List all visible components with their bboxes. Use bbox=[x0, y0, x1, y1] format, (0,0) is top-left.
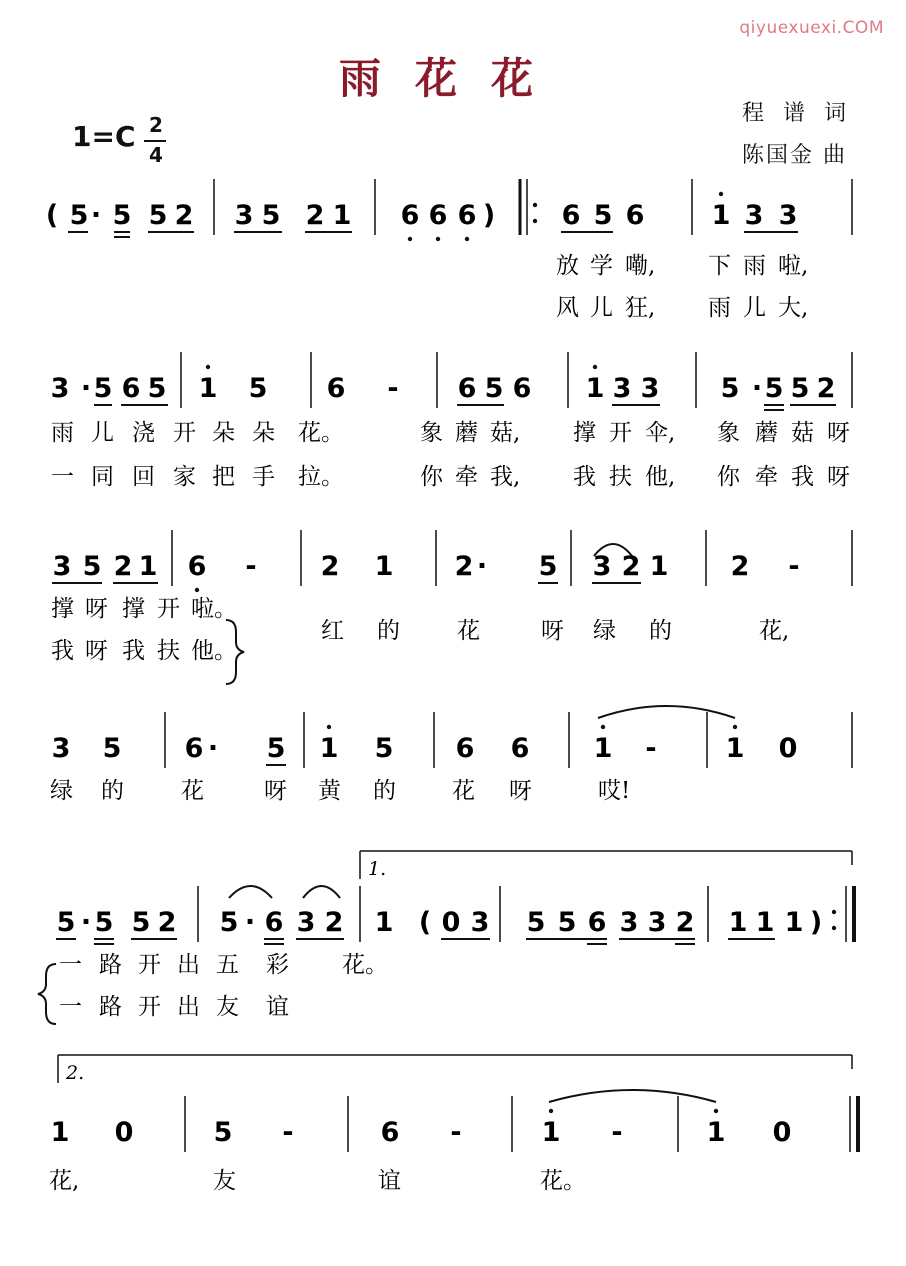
note: 0 bbox=[772, 1117, 792, 1148]
low-octave-dot bbox=[408, 237, 412, 241]
composer-credit: 陈国金 曲 bbox=[742, 143, 847, 168]
note: 1 bbox=[374, 551, 394, 582]
lyric-syllable: 朵 bbox=[212, 420, 235, 446]
lyric-syllable: 出 bbox=[177, 952, 200, 978]
lyric-syllable: 你 bbox=[420, 464, 443, 490]
note: 5 bbox=[147, 373, 167, 404]
note: - bbox=[611, 1117, 623, 1148]
note: - bbox=[245, 551, 257, 582]
lyric-syllable: 一 bbox=[59, 994, 82, 1020]
high-octave-dot bbox=[206, 365, 210, 369]
note: 2 bbox=[320, 551, 340, 582]
note: 6 bbox=[428, 200, 448, 231]
note: 6 bbox=[457, 373, 477, 404]
note: 1 bbox=[374, 907, 394, 938]
note: 3 bbox=[778, 200, 798, 231]
note: 3 bbox=[744, 200, 764, 231]
lyric-syllable: 菇 bbox=[791, 420, 814, 446]
augmentation-dot: · bbox=[90, 200, 102, 231]
lyric-syllable: 象 bbox=[717, 420, 740, 446]
note: 1 bbox=[198, 373, 218, 404]
high-octave-dot bbox=[601, 725, 605, 729]
lyric-syllable: 雨 bbox=[708, 295, 731, 321]
note: 2 bbox=[305, 200, 325, 231]
note: 5 bbox=[374, 733, 394, 764]
note: 5 bbox=[526, 907, 546, 938]
note: 3 bbox=[50, 373, 70, 404]
high-octave-dot bbox=[733, 725, 737, 729]
augmentation-dot: · bbox=[80, 907, 92, 938]
lyric-syllable: 彩 bbox=[266, 952, 289, 978]
note: 6 bbox=[121, 373, 141, 404]
lyric-syllable: 呀 bbox=[827, 464, 850, 490]
high-octave-dot bbox=[327, 725, 331, 729]
note: ( bbox=[418, 907, 432, 938]
lyric-syllable: 花 bbox=[457, 618, 480, 644]
lyric-syllable: 牵 bbox=[455, 464, 478, 490]
note: 5 bbox=[102, 733, 122, 764]
slur-arc bbox=[229, 886, 272, 898]
lyric-syllable: 儿 bbox=[91, 420, 114, 446]
lyric-syllable: 一 bbox=[51, 464, 74, 490]
note: 1 bbox=[711, 200, 731, 231]
note: 5 bbox=[69, 200, 89, 231]
note: 2 bbox=[454, 551, 474, 582]
lyric-syllable: 的 bbox=[649, 618, 672, 644]
lyric-syllable: 路 bbox=[99, 952, 122, 978]
lyric-syllable: 呀 bbox=[509, 778, 532, 804]
watermark-text: qiyuexuexi.COM bbox=[739, 18, 884, 38]
lyric-syllable: 红 bbox=[321, 618, 344, 644]
lyric-syllable: 风 bbox=[556, 295, 579, 321]
note: 2 bbox=[621, 551, 641, 582]
note: 5 bbox=[56, 907, 76, 938]
note: 5 bbox=[93, 373, 113, 404]
augmentation-dot: · bbox=[244, 907, 256, 938]
note: 5 bbox=[148, 200, 168, 231]
note: 2 bbox=[174, 200, 194, 231]
note: - bbox=[788, 551, 800, 582]
note: - bbox=[387, 373, 399, 404]
lyric-syllable: 我 bbox=[51, 638, 74, 664]
lyric-syllable: 呀 bbox=[541, 618, 564, 644]
lyric-syllable: 家 bbox=[173, 464, 196, 490]
note: 6 bbox=[264, 907, 284, 938]
lyric-syllable: 我 bbox=[122, 638, 145, 664]
lyric-syllable: 花。 bbox=[540, 1168, 586, 1194]
lyric-syllable: 花。 bbox=[298, 420, 344, 446]
lyric-syllable: 开 bbox=[138, 994, 161, 1020]
lyric-syllable: 黄 bbox=[318, 778, 341, 804]
volta-label: 1. bbox=[368, 858, 387, 880]
note: 1 bbox=[541, 1117, 561, 1148]
note: 6 bbox=[187, 551, 207, 582]
note: 1 bbox=[585, 373, 605, 404]
note: 1 bbox=[725, 733, 745, 764]
lyric-syllable: 你 bbox=[717, 464, 740, 490]
lyric-syllable: 牵 bbox=[755, 464, 778, 490]
note: 2 bbox=[730, 551, 750, 582]
note: 5 bbox=[131, 907, 151, 938]
lyric-syllable: 同 bbox=[91, 464, 114, 490]
note: 1 bbox=[728, 907, 748, 938]
note: - bbox=[282, 1117, 294, 1148]
low-octave-dot bbox=[195, 588, 199, 592]
lyric-syllable: 蘑 bbox=[455, 420, 478, 446]
time-signature-bottom: 4 bbox=[149, 143, 163, 167]
lyric-syllable: 浇 bbox=[132, 420, 155, 446]
augmentation-dot: · bbox=[476, 551, 488, 582]
note: 5 bbox=[764, 373, 784, 404]
time-signature-top: 2 bbox=[149, 113, 163, 137]
note: 1 bbox=[706, 1117, 726, 1148]
lyric-syllable: 的 bbox=[101, 778, 124, 804]
lyric-syllable: 开 bbox=[138, 952, 161, 978]
lyric-syllable: 花 bbox=[452, 778, 475, 804]
note: 5 bbox=[112, 200, 132, 231]
lyric-syllable: 呀 bbox=[264, 778, 287, 804]
lyric-syllable: 学 bbox=[590, 253, 613, 279]
lyric-syllable: 他。 bbox=[191, 638, 237, 664]
note: 3 bbox=[52, 551, 72, 582]
lyric-syllable: 的 bbox=[373, 778, 396, 804]
lyric-syllable: 五 bbox=[216, 952, 239, 978]
note: 6 bbox=[380, 1117, 400, 1148]
note: ) bbox=[482, 200, 496, 231]
lyric-syllable: 的 bbox=[377, 618, 400, 644]
note: 6 bbox=[561, 200, 581, 231]
lyric-syllable: 花, bbox=[49, 1168, 80, 1194]
lyric-syllable: 路 bbox=[99, 994, 122, 1020]
lyric-syllable: 绿 bbox=[593, 618, 616, 644]
high-octave-dot bbox=[549, 1109, 553, 1113]
note: 5 bbox=[557, 907, 577, 938]
high-octave-dot bbox=[593, 365, 597, 369]
lyric-syllable: 绿 bbox=[50, 778, 73, 804]
note: 5 bbox=[790, 373, 810, 404]
note: 3 bbox=[51, 733, 71, 764]
lyric-syllable: 撑 bbox=[51, 596, 74, 622]
note: 5 bbox=[484, 373, 504, 404]
lyric-syllable: 啦。 bbox=[191, 596, 237, 622]
lyric-syllable: 大, bbox=[778, 295, 809, 321]
note: 3 bbox=[612, 373, 632, 404]
note: 3 bbox=[647, 907, 667, 938]
lyric-syllable: 我 bbox=[791, 464, 814, 490]
lyric-syllable: 伞, bbox=[645, 420, 676, 446]
lyricist-credit: 程 谱 词 bbox=[742, 101, 852, 126]
note: 1 bbox=[332, 200, 352, 231]
lyric-syllable: 花。 bbox=[342, 952, 388, 978]
note: 6 bbox=[512, 373, 532, 404]
volta-label: 2. bbox=[66, 1062, 85, 1084]
lyric-syllable: 谊 bbox=[378, 1168, 401, 1194]
slur-arc bbox=[303, 886, 340, 898]
key-signature: 1=C bbox=[72, 120, 136, 153]
note: 6 bbox=[326, 373, 346, 404]
tie-arc bbox=[598, 706, 735, 718]
lyric-syllable: 朵 bbox=[252, 420, 275, 446]
brace-left bbox=[38, 964, 56, 1024]
lyric-syllable: 出 bbox=[177, 994, 200, 1020]
lyric-syllable: 扶 bbox=[157, 638, 180, 664]
lyric-syllable: 狂, bbox=[625, 295, 656, 321]
note: 6 bbox=[455, 733, 475, 764]
lyric-syllable: 放 bbox=[556, 253, 579, 279]
note: 2 bbox=[675, 907, 695, 938]
note: 5 bbox=[219, 907, 239, 938]
note: 1 bbox=[50, 1117, 70, 1148]
lyric-syllable: 呀 bbox=[85, 638, 108, 664]
note: 5 bbox=[538, 551, 558, 582]
lyric-syllable: 下 bbox=[708, 253, 731, 279]
note: 1 bbox=[593, 733, 613, 764]
lyric-syllable: 哎! bbox=[598, 778, 631, 804]
repeat-dot bbox=[832, 926, 836, 930]
high-octave-dot bbox=[719, 192, 723, 196]
lyric-syllable: 我, bbox=[490, 464, 521, 490]
note: 3 bbox=[640, 373, 660, 404]
note: 5 bbox=[266, 733, 286, 764]
augmentation-dot: · bbox=[751, 373, 763, 404]
lyric-syllable: 友 bbox=[216, 994, 239, 1020]
lyric-syllable: 儿 bbox=[743, 295, 766, 321]
lyric-syllable: 撑 bbox=[573, 420, 596, 446]
note: 3 bbox=[296, 907, 316, 938]
note: 2 bbox=[324, 907, 344, 938]
augmentation-dot: · bbox=[207, 733, 219, 764]
lyric-syllable: 手 bbox=[252, 464, 275, 490]
note: 5 bbox=[720, 373, 740, 404]
low-octave-dot bbox=[465, 237, 469, 241]
note: 3 bbox=[470, 907, 490, 938]
note: - bbox=[450, 1117, 462, 1148]
lyric-syllable: 一 bbox=[59, 952, 82, 978]
note: 1 bbox=[755, 907, 775, 938]
lyric-syllable: 谊 bbox=[266, 994, 289, 1020]
note: 5 bbox=[261, 200, 281, 231]
note: 6 bbox=[625, 200, 645, 231]
lyric-syllable: 儿 bbox=[590, 295, 613, 321]
lyric-syllable: 花, bbox=[759, 618, 790, 644]
lyric-syllable: 开 bbox=[157, 596, 180, 622]
note: 6 bbox=[400, 200, 420, 231]
lyric-syllable: 撑 bbox=[122, 596, 145, 622]
lyric-syllable: 啦, bbox=[778, 253, 809, 279]
note: 6 bbox=[457, 200, 477, 231]
note: 5 bbox=[213, 1117, 233, 1148]
note: 2 bbox=[816, 373, 836, 404]
note: 5 bbox=[248, 373, 268, 404]
note: 5 bbox=[94, 907, 114, 938]
note: 5 bbox=[593, 200, 613, 231]
repeat-dot bbox=[832, 910, 836, 914]
lyric-syllable: 扶 bbox=[609, 464, 632, 490]
lyric-syllable: 雨 bbox=[743, 253, 766, 279]
lyric-syllable: 象 bbox=[420, 420, 443, 446]
lyric-syllable: 呀 bbox=[827, 420, 850, 446]
high-octave-dot bbox=[714, 1109, 718, 1113]
note: 6 bbox=[184, 733, 204, 764]
note: 1 bbox=[138, 551, 158, 582]
low-octave-dot bbox=[436, 237, 440, 241]
note: 1 bbox=[649, 551, 669, 582]
song-title: 雨花花 bbox=[338, 54, 567, 103]
lyric-syllable: 雨 bbox=[51, 420, 74, 446]
note: ( bbox=[45, 200, 59, 231]
note: 2 bbox=[157, 907, 177, 938]
note: 6 bbox=[587, 907, 607, 938]
lyric-syllable: 拉。 bbox=[298, 464, 344, 490]
lyric-syllable: 友 bbox=[213, 1168, 236, 1194]
note: 1 bbox=[319, 733, 339, 764]
augmentation-dot: · bbox=[80, 373, 92, 404]
tie-arc bbox=[549, 1090, 716, 1102]
lyric-syllable: 回 bbox=[132, 464, 155, 490]
note: 6 bbox=[510, 733, 530, 764]
lyric-syllable: 花 bbox=[181, 778, 204, 804]
lyric-syllable: 开 bbox=[609, 420, 632, 446]
repeat-dot bbox=[533, 219, 537, 223]
repeat-dot bbox=[533, 203, 537, 207]
note: 1 bbox=[784, 907, 804, 938]
lyric-syllable: 菇, bbox=[490, 420, 521, 446]
note: 0 bbox=[441, 907, 461, 938]
lyric-syllable: 把 bbox=[212, 464, 235, 490]
lyric-syllable: 嘞, bbox=[625, 253, 656, 279]
lyric-syllable: 开 bbox=[173, 420, 196, 446]
note: 3 bbox=[234, 200, 254, 231]
note: 3 bbox=[592, 551, 612, 582]
lyric-syllable: 我 bbox=[573, 464, 596, 490]
note: 0 bbox=[778, 733, 798, 764]
note: 2 bbox=[113, 551, 133, 582]
note: - bbox=[645, 733, 657, 764]
lyric-syllable: 呀 bbox=[85, 596, 108, 622]
lyric-syllable: 他, bbox=[645, 464, 676, 490]
lyric-syllable: 蘑 bbox=[755, 420, 778, 446]
note: 0 bbox=[114, 1117, 134, 1148]
note: 5 bbox=[82, 551, 102, 582]
note: ) bbox=[809, 907, 823, 938]
note: 3 bbox=[619, 907, 639, 938]
